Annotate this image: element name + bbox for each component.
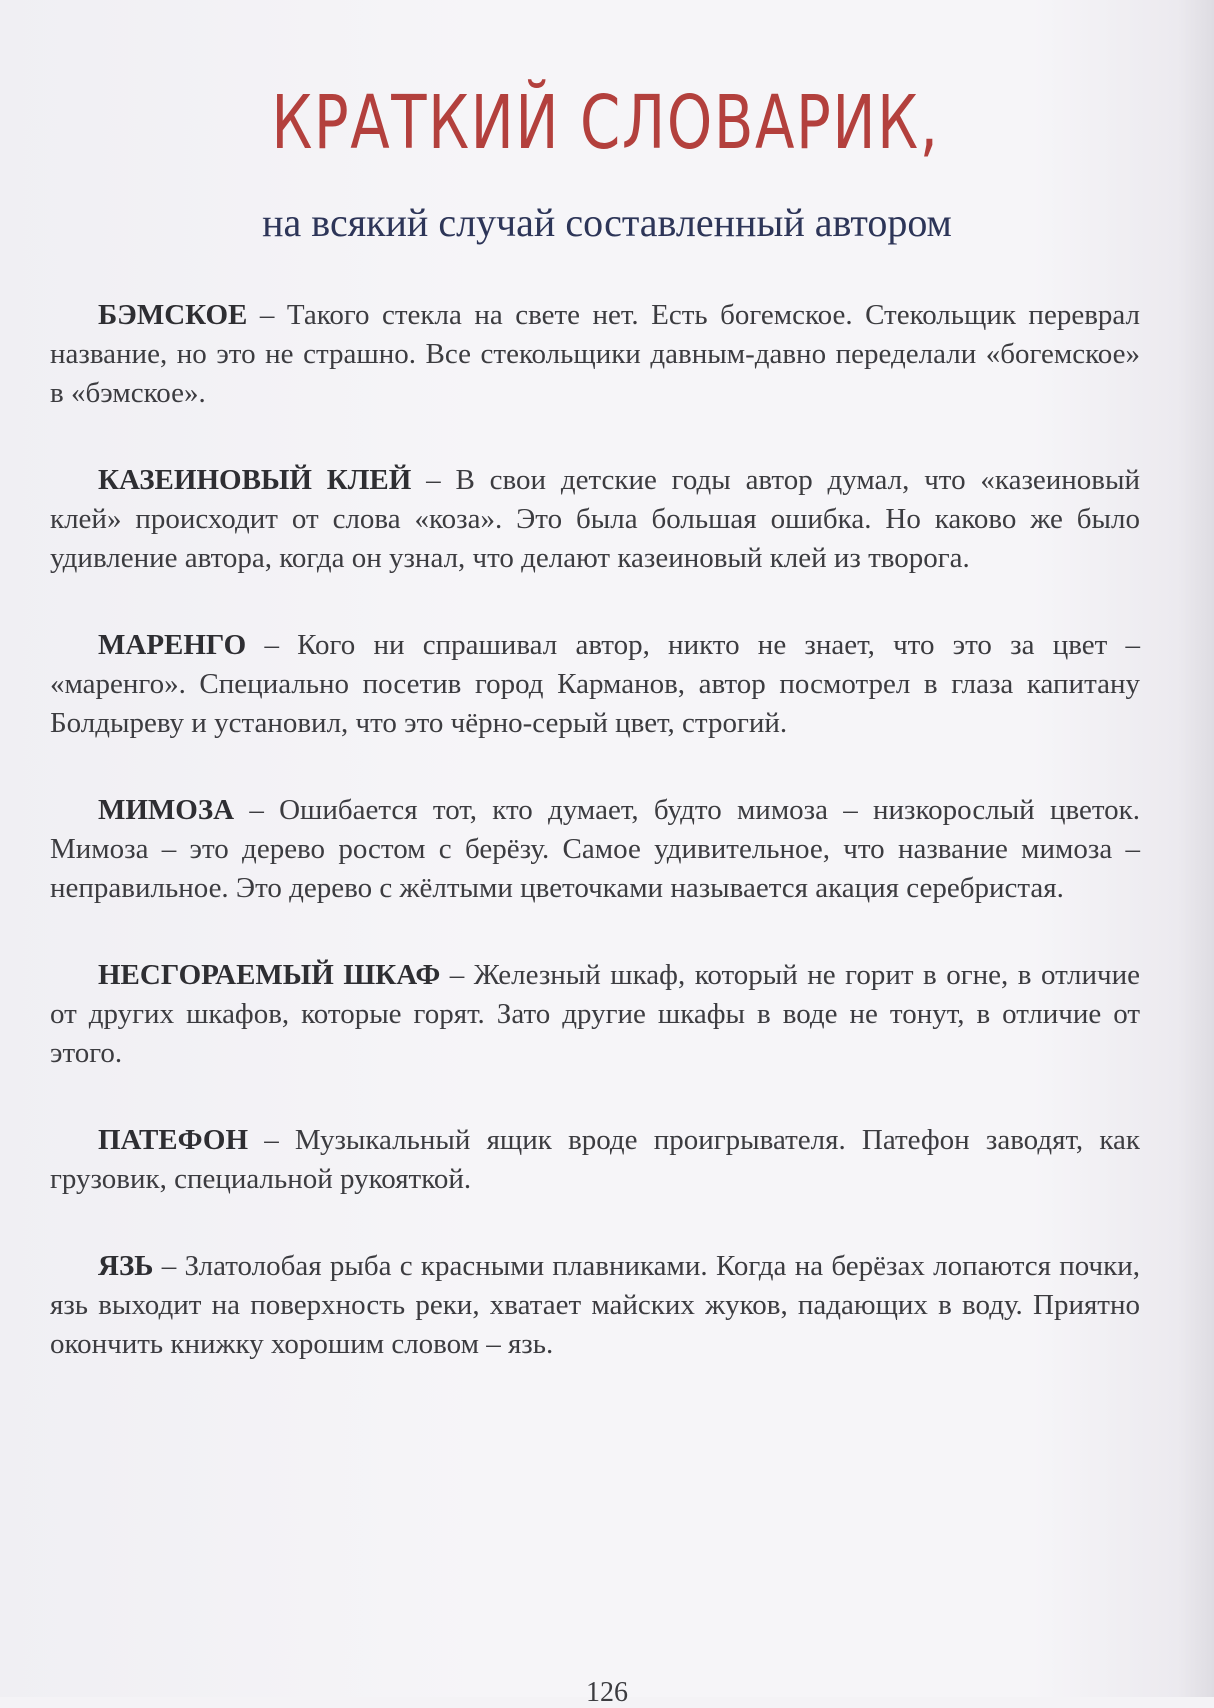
glossary-definition: – В свои детские годы автор думал, что «казеиновый клей» происходит от слова «коза». Это была большая ошибка. Но каково же было удивление автора, когда он узнал, что делают казеиновый клей из творога. [50, 464, 1141, 574]
glossary-term: КАЗЕИНОВЫЙ КЛЕЙ [98, 464, 412, 496]
glossary-term: ЯЗЬ [98, 1250, 154, 1282]
glossary-entry [50, 956, 1140, 1073]
glossary-term: МАРЕНГО [98, 629, 247, 661]
glossary-term: ПАТЕФОН [98, 1124, 249, 1156]
glossary-entry [50, 1121, 1140, 1199]
glossary-entry [50, 296, 1140, 413]
glossary-term: НЕСГОРАЕМЫЙ ШКАФ [98, 959, 441, 991]
glossary-definition: – Ошибается тот, кто думает, будто мимоза – низкорослый цветок. Мимоза – это дерево ростом с берёзу. Самое удивительное, что название мимоза – неправильное. Это дерево с жёлтыми цветочками называется акация серебристая. [50, 794, 1140, 904]
glossary-term: МИМОЗА [98, 794, 235, 826]
glossary-definition: – Железный шкаф, который не горит в огне, в отличие от других шкафов, которые горят. Зато другие шкафы в воде не тонут, в отличие от этого. [50, 959, 1140, 1069]
page-number: 126 [586, 1677, 628, 1708]
glossary-definition: – Такого стекла на свете нет. Есть богемское. Стекольщик переврал название, но это не страшно. Все стекольщики давным-давно переделали «богемское» в «бэмское». [50, 299, 1140, 409]
glossary-entry [50, 791, 1140, 908]
glossary-term: БЭМСКОЕ [98, 299, 248, 331]
glossary-list [50, 296, 1140, 1412]
glossary-entry [50, 461, 1140, 578]
glossary-entry [50, 1247, 1140, 1364]
page-subtitle: на всякий случай составленный автором [262, 200, 952, 245]
glossary-definition: – Музыкальный ящик вроде проигрывателя. Патефон заводят, как грузовик, специальной рукояткой. [50, 1124, 1140, 1195]
page-title: КРАТКИЙ СЛОВАРИК, [271, 80, 940, 166]
glossary-definition: – Кого ни спрашивал автор, никто не знает, что это за цвет – «маренго». Специально посетив город Карманов, автор посмотрел в глаза капитану Болдыреву и установил, что это чёрно-серый цвет, строгий. [50, 629, 1140, 739]
glossary-entry [50, 626, 1140, 743]
glossary-definition: – Златолобая рыба с красными плавниками. Когда на берёзах лопаются почки, язь выходит на поверхность реки, хватает майских жуков, падающих в воду. Приятно окончить книжку хорошим словом – язь. [50, 1250, 1140, 1360]
